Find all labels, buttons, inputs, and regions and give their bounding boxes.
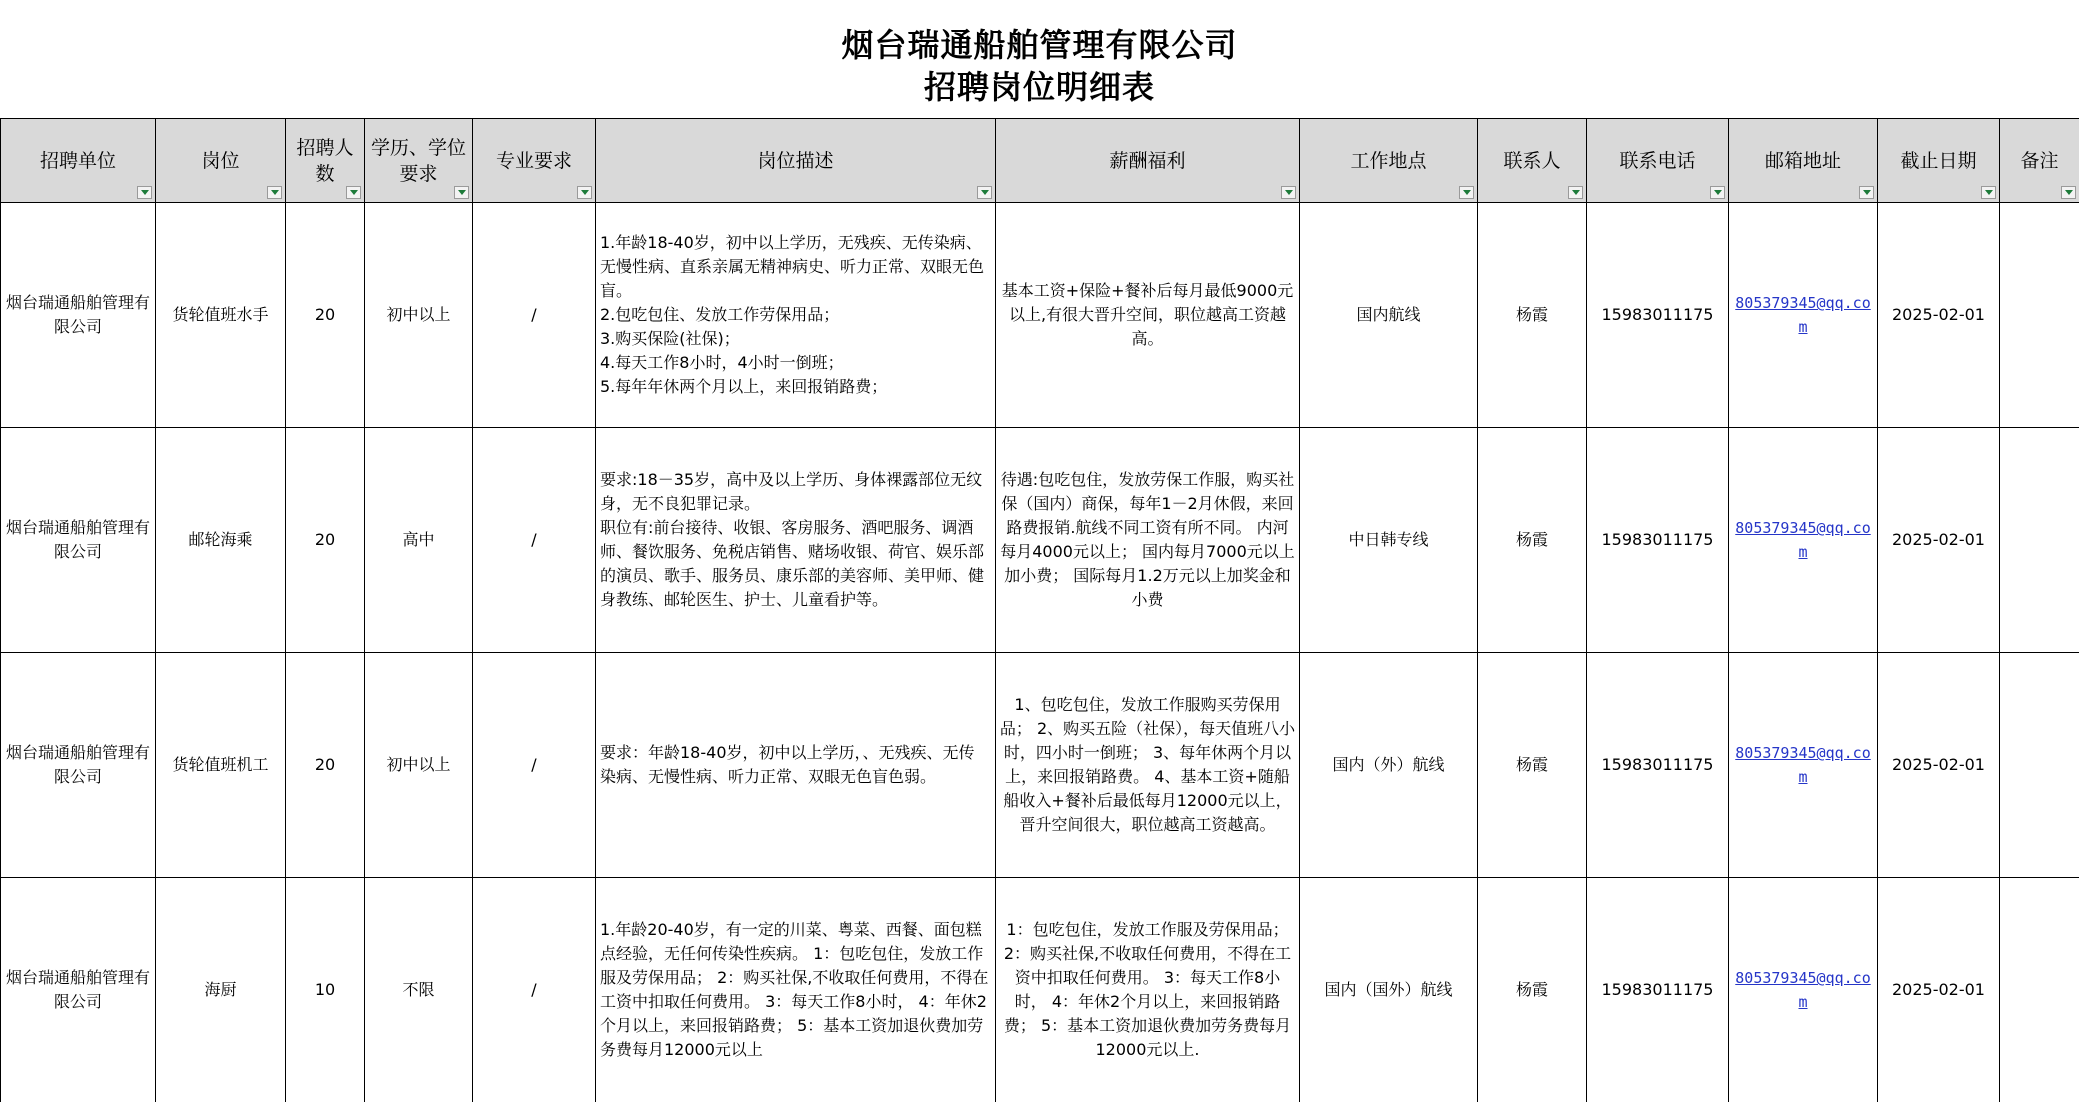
filter-dropdown-icon[interactable] [267, 186, 282, 199]
email-link[interactable]: 805379345@qq.com [1735, 969, 1871, 1011]
contact-cell[interactable]: 杨霞 [1478, 203, 1587, 428]
description-cell[interactable]: 要求：年龄18-40岁，初中以上学历，、无残疾、无传染病、无慢性病、听力正常、双眼无色盲色弱。 [596, 653, 996, 878]
salary-cell[interactable]: 1、包吃包住，发放工作服购买劳保用品； 2、购买五险（社保），每天值班八小时，四小时一倒班； 3、每年休两个月以上，来回报销路费。 4、基本工资+随船船收入+餐补后最低每月12000元以上，晋升空间很大，职位越高工资越高。 [996, 653, 1300, 878]
contact-cell[interactable]: 杨霞 [1478, 653, 1587, 878]
email-cell[interactable] [1729, 653, 1878, 878]
filter-dropdown-icon[interactable] [1859, 186, 1874, 199]
deadline-cell[interactable]: 2025-02-01 [1878, 653, 2000, 878]
header-cell-education: 学历、学位要求 [365, 119, 473, 203]
unit-cell[interactable]: 烟台瑞通船舶管理有限公司 [1, 653, 156, 878]
major-cell[interactable]: / [473, 203, 596, 428]
count-cell[interactable]: 20 [286, 203, 365, 428]
filter-dropdown-icon[interactable] [1281, 186, 1296, 199]
filter-dropdown-icon[interactable] [137, 186, 152, 199]
header-cell-salary: 薪酬福利 [996, 119, 1300, 203]
major-cell[interactable]: / [473, 878, 596, 1102]
page-title-block [0, 24, 2079, 108]
description-cell[interactable]: 要求:18－35岁，高中及以上学历、身体裸露部位无纹身，无不良犯罪记录。 职位有:前台接待、收银、客房服务、酒吧服务、调酒师、餐饮服务、免税店销售、赌场收银、荷官、娱乐部的演员、歌手、服务员、康乐部的美容师、美甲师、健身教练、邮轮医生、护士、儿童看护等。 [596, 428, 996, 653]
email-cell[interactable] [1729, 428, 1878, 653]
unit-cell[interactable]: 烟台瑞通船舶管理有限公司 [1, 428, 156, 653]
phone-cell[interactable]: 15983011175 [1587, 203, 1729, 428]
header-row [1, 119, 2079, 203]
filter-dropdown-icon[interactable] [2061, 186, 2076, 199]
filter-dropdown-icon[interactable] [1981, 186, 1996, 199]
contact-cell[interactable]: 杨霞 [1478, 428, 1587, 653]
major-cell[interactable]: / [473, 428, 596, 653]
salary-cell[interactable]: 基本工资+保险+餐补后每月最低9000元以上,有很大晋升空间，职位越高工资越高。 [996, 203, 1300, 428]
deadline-cell[interactable]: 2025-02-01 [1878, 203, 2000, 428]
filter-dropdown-icon[interactable] [1459, 186, 1474, 199]
remark-cell[interactable] [2000, 653, 2079, 878]
filter-dropdown-icon[interactable] [346, 186, 361, 199]
filter-dropdown-icon[interactable] [577, 186, 592, 199]
table-row [1, 428, 2079, 653]
location-cell[interactable]: 国内（外）航线 [1300, 653, 1478, 878]
phone-cell[interactable]: 15983011175 [1587, 653, 1729, 878]
filter-dropdown-icon[interactable] [1568, 186, 1583, 199]
contact-cell[interactable]: 杨霞 [1478, 878, 1587, 1102]
position-cell[interactable]: 货轮值班机工 [156, 653, 286, 878]
location-cell[interactable]: 国内航线 [1300, 203, 1478, 428]
header-cell-phone: 联系电话 [1587, 119, 1729, 203]
email-link[interactable]: 805379345@qq.com [1735, 519, 1871, 561]
filter-dropdown-icon[interactable] [977, 186, 992, 199]
salary-cell[interactable]: 1：包吃包住，发放工作服及劳保用品； 2：购买社保,不收取任何费用，不得在工资中扣取任何费用。 3：每天工作8小时， 4：年休2个月以上，来回报销路费； 5：基本工资加退伙费加劳务费每月12000元以上. [996, 878, 1300, 1102]
description-cell[interactable]: 1.年龄18-40岁，初中以上学历，无残疾、无传染病、无慢性病、直系亲属无精神病史、听力正常、双眼无色盲。 2.包吃包住、发放工作劳保用品； 3.购买保险(社保)； 4.每天工作8小时，4小时一倒班； 5.每年年休两个月以上，来回报销路费； [596, 203, 996, 428]
filter-dropdown-icon[interactable] [1710, 186, 1725, 199]
header-cell-contact: 联系人 [1478, 119, 1587, 203]
position-cell[interactable]: 邮轮海乘 [156, 428, 286, 653]
header-cell-description: 岗位描述 [596, 119, 996, 203]
table-row [1, 878, 2079, 1102]
education-cell[interactable]: 初中以上 [365, 203, 473, 428]
remark-cell[interactable] [2000, 428, 2079, 653]
filter-dropdown-icon[interactable] [454, 186, 469, 199]
deadline-cell[interactable]: 2025-02-01 [1878, 878, 2000, 1102]
unit-cell[interactable]: 烟台瑞通船舶管理有限公司 [1, 878, 156, 1102]
header-cell-email: 邮箱地址 [1729, 119, 1878, 203]
phone-cell[interactable]: 15983011175 [1587, 428, 1729, 653]
header-cell-remark: 备注 [2000, 119, 2079, 203]
header-cell-position: 岗位 [156, 119, 286, 203]
recruitment-table [0, 118, 2079, 1102]
position-cell[interactable]: 海厨 [156, 878, 286, 1102]
phone-cell[interactable]: 15983011175 [1587, 878, 1729, 1102]
table-title: 招聘岗位明细表 [923, 68, 1155, 106]
header-cell-deadline: 截止日期 [1878, 119, 2000, 203]
salary-cell[interactable]: 待遇:包吃包住，发放劳保工作服，购买社保（国内）商保，每年1－2月休假，来回路费报销.航线不同工资有所不同。 内河每月4000元以上； 国内每月7000元以上加小费； 国际每月1.2万元以上加奖金和小费 [996, 428, 1300, 653]
count-cell[interactable]: 10 [286, 878, 365, 1102]
company-title: 烟台瑞通船舶管理有限公司 [841, 26, 1238, 64]
major-cell[interactable]: / [473, 653, 596, 878]
education-cell[interactable]: 高中 [365, 428, 473, 653]
unit-cell[interactable]: 烟台瑞通船舶管理有限公司 [1, 203, 156, 428]
count-cell[interactable]: 20 [286, 428, 365, 653]
email-cell[interactable] [1729, 203, 1878, 428]
education-cell[interactable]: 不限 [365, 878, 473, 1102]
deadline-cell[interactable]: 2025-02-01 [1878, 428, 2000, 653]
email-cell[interactable] [1729, 878, 1878, 1102]
position-cell[interactable]: 货轮值班水手 [156, 203, 286, 428]
email-link[interactable]: 805379345@qq.com [1735, 294, 1871, 336]
remark-cell[interactable] [2000, 878, 2079, 1102]
table-row [1, 203, 2079, 428]
header-cell-count: 招聘人数 [286, 119, 365, 203]
location-cell[interactable]: 国内（国外）航线 [1300, 878, 1478, 1102]
table-row [1, 653, 2079, 878]
header-cell-location: 工作地点 [1300, 119, 1478, 203]
email-link[interactable]: 805379345@qq.com [1735, 744, 1871, 786]
header-cell-major: 专业要求 [473, 119, 596, 203]
remark-cell[interactable] [2000, 203, 2079, 428]
location-cell[interactable]: 中日韩专线 [1300, 428, 1478, 653]
description-cell[interactable]: 1.年龄20-40岁，有一定的川菜、粤菜、西餐、面包糕点经验，无任何传染性疾病。 1：包吃包住，发放工作服及劳保用品； 2：购买社保,不收取任何费用，不得在工资中扣取任何费用。 3：每天工作8小时， 4：年休2个月以上，来回报销路费； 5：基本工资加退伙费加劳务费每月12000元以上 [596, 878, 996, 1102]
header-cell-unit: 招聘单位 [1, 119, 156, 203]
education-cell[interactable]: 初中以上 [365, 653, 473, 878]
count-cell[interactable]: 20 [286, 653, 365, 878]
